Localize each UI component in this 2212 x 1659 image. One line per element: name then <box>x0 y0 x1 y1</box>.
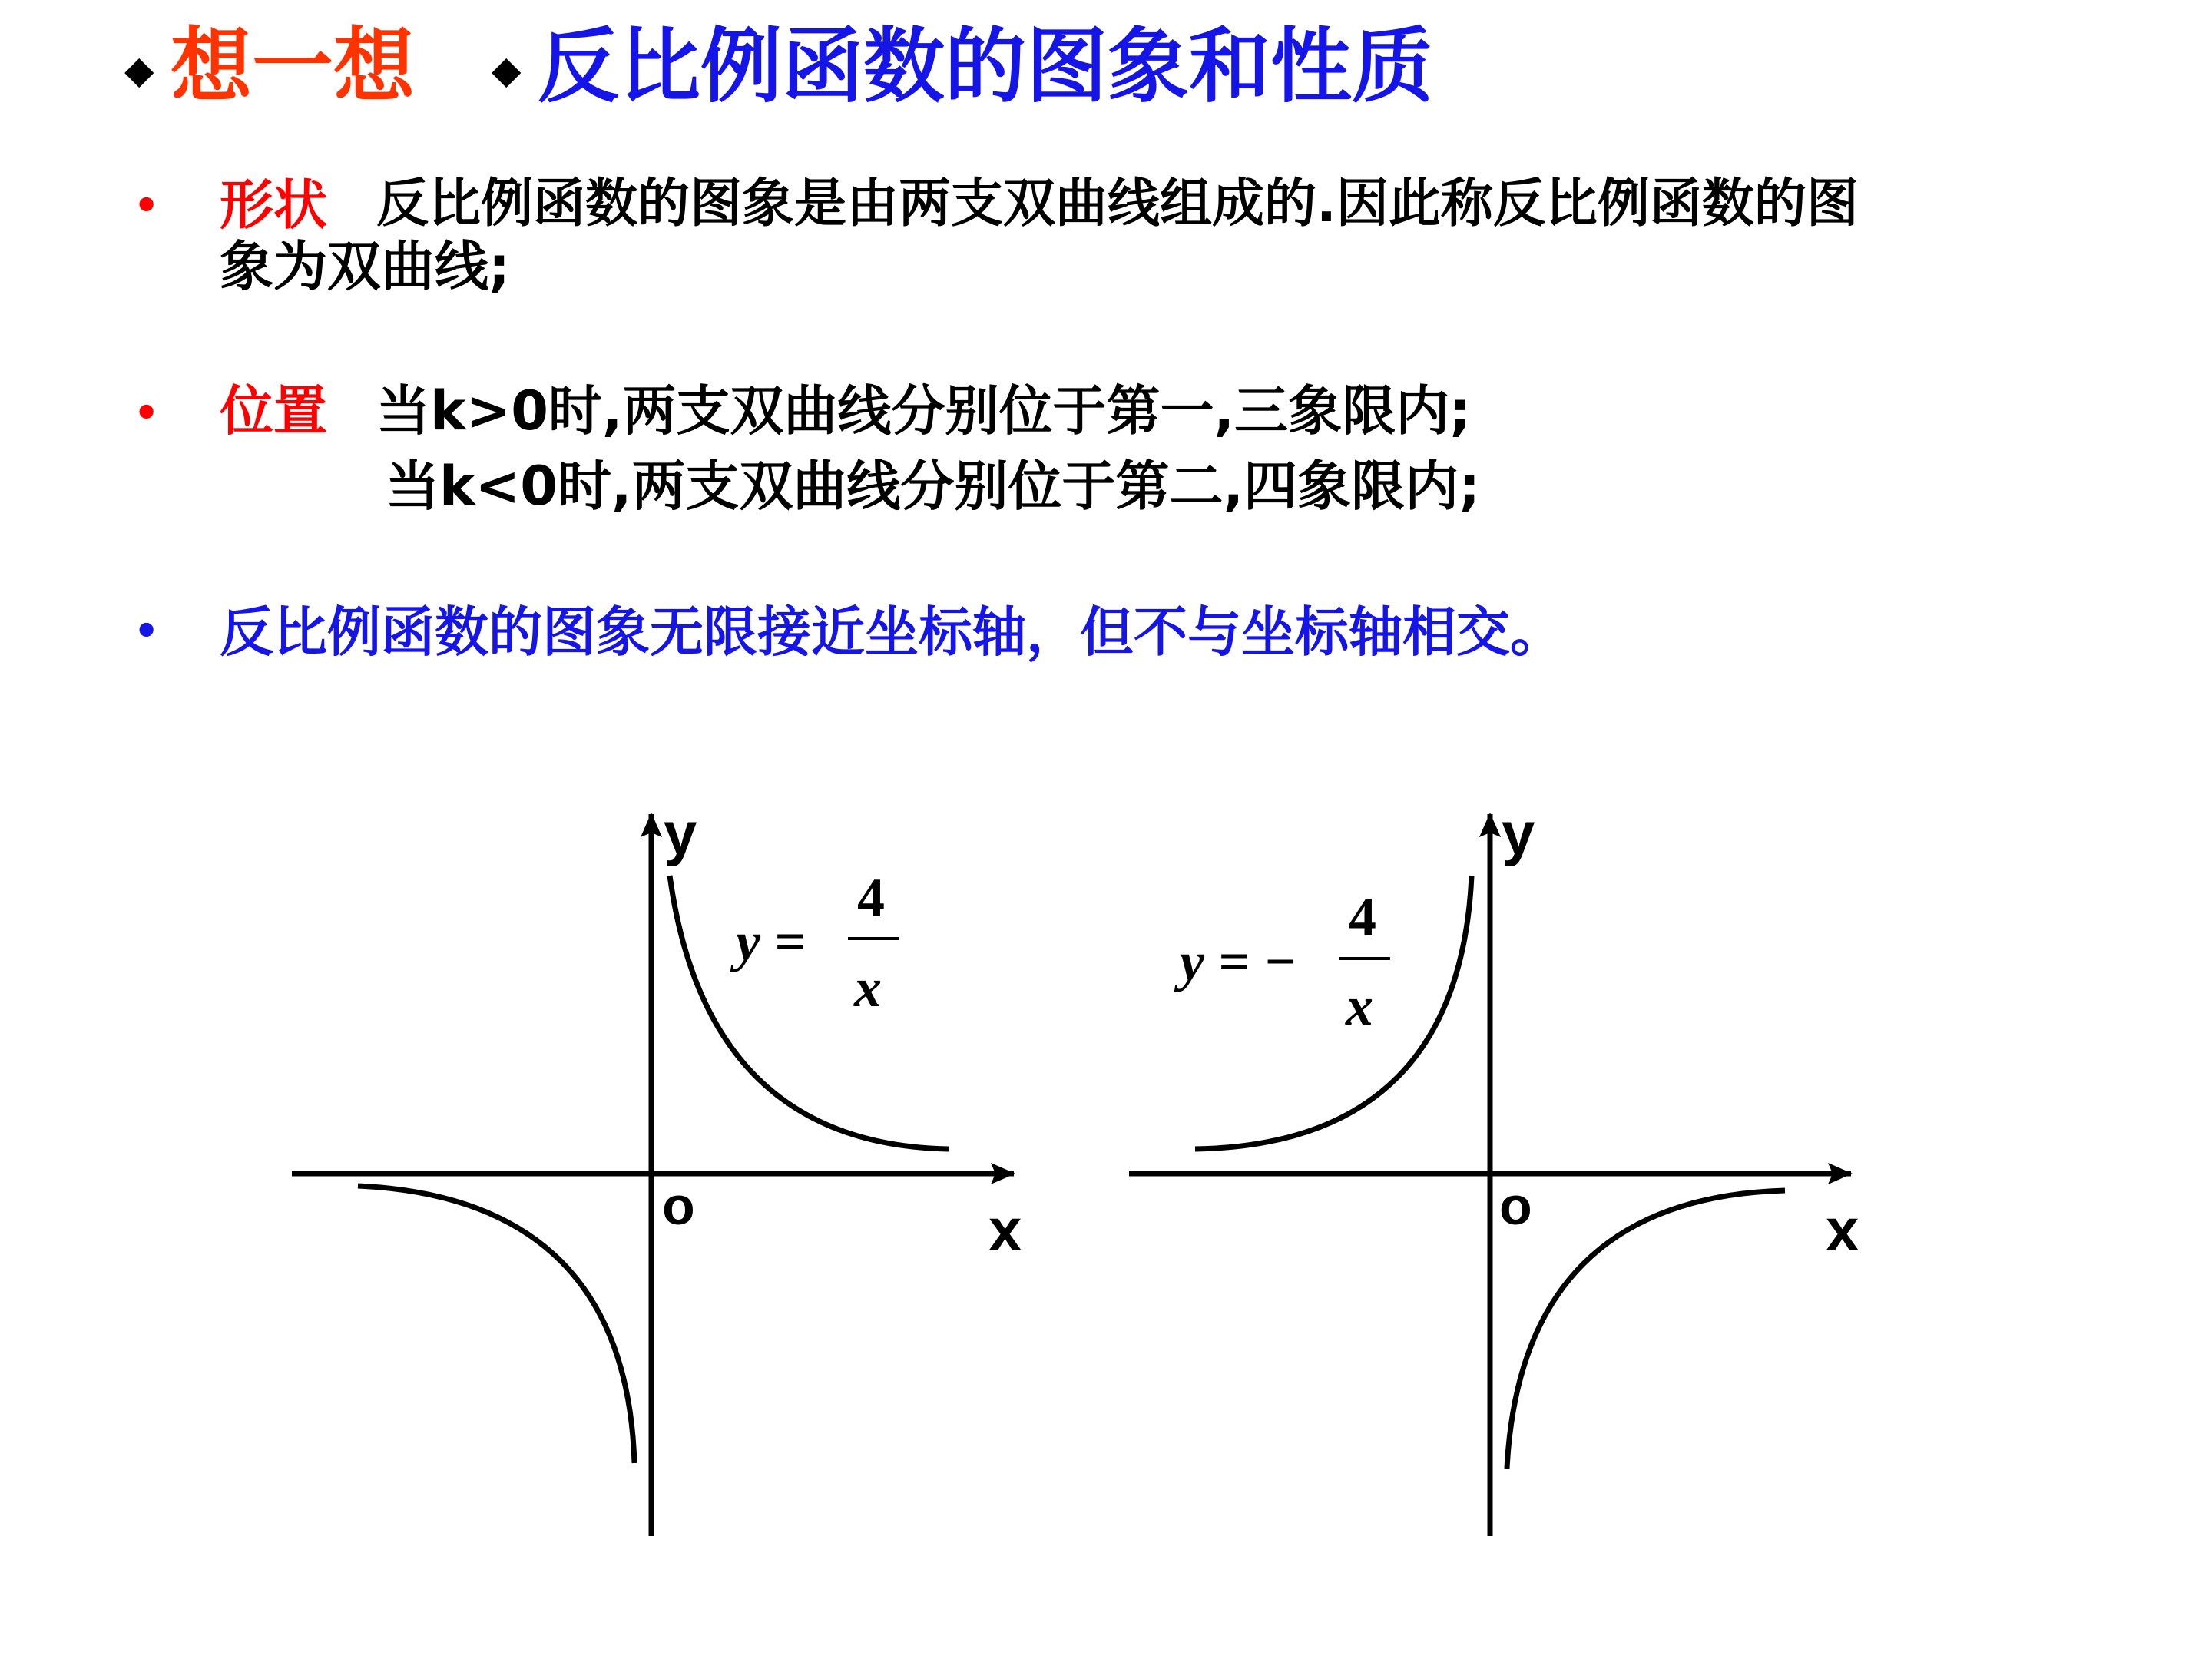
property-text: 反比例函数的图象无限接近坐标轴，但不与坐标轴相交。 <box>220 601 1564 664</box>
origin-label: o <box>1499 1176 1532 1236</box>
graph-positive-k <box>292 800 1022 1536</box>
graph-negative-k <box>1129 800 1859 1536</box>
position-text-line1: 当k>0时,两支双曲线分别位于第一,三象限内; <box>376 379 1472 442</box>
origin-label: o <box>662 1176 695 1236</box>
x-axis-label: x <box>988 1196 1022 1263</box>
y-axis-label: y <box>664 800 697 867</box>
formula-numerator: 4 <box>1349 886 1376 948</box>
position-text-line2: 当k<0时,两支双曲线分别位于第二,四象限内; <box>386 455 1481 518</box>
bullet-marker: • <box>134 183 160 229</box>
formula-denominator: x <box>1346 975 1373 1037</box>
x-axis-label: x <box>1826 1196 1859 1263</box>
hyperbola-branch-q4 <box>1507 1190 1785 1469</box>
page-title: 反比例函数的图象和性质 <box>538 19 1433 114</box>
bullet-marker: • <box>134 608 160 654</box>
bullet-marker: • <box>134 390 160 436</box>
formula-denominator: x <box>854 957 882 1018</box>
shape-text-line2: 象为双曲线; <box>220 235 510 298</box>
formula-lhs: y = <box>736 911 806 972</box>
position-label: 位置 <box>220 379 327 442</box>
y-axis-label: y <box>1502 800 1535 867</box>
left-title: 想一想 <box>171 19 415 114</box>
hyperbola-branch-q1 <box>670 876 949 1149</box>
diamond-icon: ◆ <box>492 48 522 92</box>
formula-numerator: 4 <box>857 867 885 929</box>
hyperbola-branch-q2 <box>1195 876 1472 1149</box>
shape-label: 形状 <box>220 174 327 237</box>
formula-lhs: y = − <box>1180 931 1297 992</box>
diamond-icon: ◆ <box>124 48 154 92</box>
hyperbola-branch-q3 <box>358 1186 634 1463</box>
shape-text-line1: 反比例函数的图象是由两支双曲线组成的.因此称反比例函数的图 <box>376 174 1859 234</box>
